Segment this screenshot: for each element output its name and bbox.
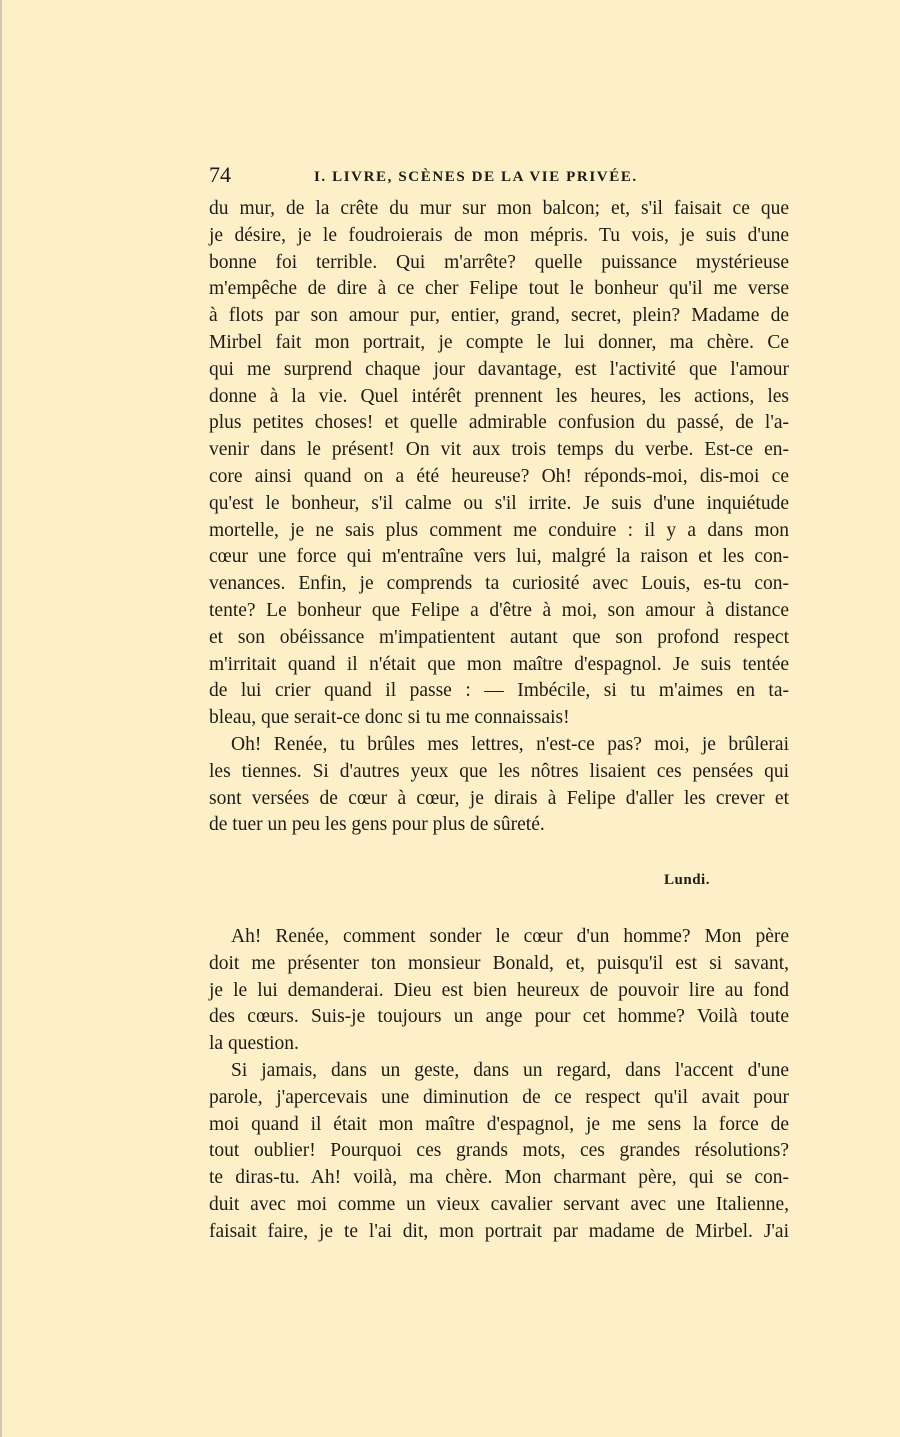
text-line: donne à la vie. Quel intérêt prennent les heures, les actions, les (209, 385, 789, 407)
text-line: je désire, je le foudroierais de mon mépris. Tu vois, je suis d'une (209, 224, 789, 246)
paragraph (209, 196, 789, 732)
text-line: qu'est le bonheur, s'il calme ou s'il irrite. Je suis d'une inquiétude (209, 492, 789, 514)
text-line: qui me surprend chaque jour davantage, est l'activité que l'amour (209, 358, 789, 380)
text-line: sont versées de cœur à cœur, je dirais à Felipe d'aller les crever et (209, 787, 789, 809)
text-line: core ainsi quand on a été heureuse? Oh! réponds-moi, dis-moi ce (209, 465, 789, 487)
text-line: cœur une force qui m'entraîne vers lui, malgré la raison et les con- (209, 546, 789, 568)
text-line: venir dans le présent! On vit aux trois temps du verbe. Est-ce en- (209, 439, 789, 461)
text-line: et son obéissance m'impatientent autant que son profond respect (209, 626, 789, 648)
running-head (209, 160, 809, 190)
text-line: faisait faire, je te l'ai dit, mon portrait par madame de Mirbel. J'ai (209, 1220, 789, 1242)
text-line: Oh! Renée, tu brûles mes lettres, n'est-ce pas? moi, je brûlerai (231, 733, 789, 755)
text-line: à flots par son amour pur, entier, grand, secret, plein? Madame de (209, 305, 789, 327)
text-line: mortelle, je ne sais plus comment me conduire : il y a dans mon (209, 519, 789, 541)
text-line: parole, j'apercevais une diminution de ce respect qu'il avait pour (209, 1086, 789, 1108)
text-line: te diras-tu. Ah! voilà, ma chère. Mon charmant père, qui se con- (209, 1167, 789, 1189)
text-line: m'irritait quand il n'était que mon maître d'espagnol. Je suis tentée (209, 653, 789, 675)
page-number: 74 (209, 162, 231, 187)
text-line: du mur, de la crête du mur sur mon balcon; et, s'il faisait ce que (209, 198, 789, 219)
letter-section-1 (209, 196, 789, 839)
running-head-title: I. LIVRE, SCÈNES DE LA VIE PRIVÉE. (314, 169, 638, 185)
text-line: duit avec moi comme un vieux cavalier servant avec une Italienne, (209, 1193, 789, 1215)
text-line: bleau, que serait-ce donc si tu me connaissais! (209, 707, 570, 729)
text-line: de tuer un peu les gens pour plus de sûreté. (209, 814, 545, 836)
paragraph (209, 732, 789, 839)
text-line: tout oublier! Pourquoi ces grands mots, ces grandes résolutions? (209, 1140, 789, 1162)
text-line: moi quand il était mon maître d'espagnol, je me sens la force de (209, 1113, 789, 1135)
text-line: je le lui demanderai. Dieu est bien heureux de pouvoir lire au fond (209, 979, 789, 1001)
text-line: des cœurs. Suis-je toujours un ange pour cet homme? Voilà toute (209, 1006, 789, 1028)
text-line: Si jamais, dans un geste, dans un regard, dans l'accent d'une (231, 1059, 789, 1081)
text-line: bonne foi terrible. Qui m'arrête? quelle puissance mystérieuse (209, 251, 789, 273)
paragraph (209, 924, 789, 1058)
paragraph (209, 1058, 789, 1246)
text-line: plus petites choses! et quelle admirable confusion du passé, de l'a- (209, 412, 789, 434)
letter-section-2 (209, 924, 789, 1246)
text-line: doit me présenter ton monsieur Bonald, et, puisqu'il est si savant, (209, 952, 789, 974)
text-line: venances. Enfin, je comprends ta curiosité avec Louis, es-tu con- (209, 573, 789, 595)
text-line: Ah! Renée, comment sonder le cœur d'un homme? Mon père (231, 926, 789, 947)
text-line: m'empêche de dire à ce cher Felipe tout le bonheur qu'il me verse (209, 278, 789, 300)
text-line: de lui crier quand il passe : — Imbécile, si tu m'aimes en ta- (209, 680, 789, 702)
text-line: Mirbel fait mon portrait, je compte le lui donner, ma chère. Ce (209, 331, 789, 353)
text-line: tente? Le bonheur que Felipe a d'être à moi, son amour à distance (209, 599, 789, 621)
text-line: les tiennes. Si d'autres yeux que les nôtres lisaient ces pensées qui (209, 760, 789, 782)
text-line: la question. (209, 1033, 299, 1055)
dateline: Lundi. (664, 872, 710, 888)
